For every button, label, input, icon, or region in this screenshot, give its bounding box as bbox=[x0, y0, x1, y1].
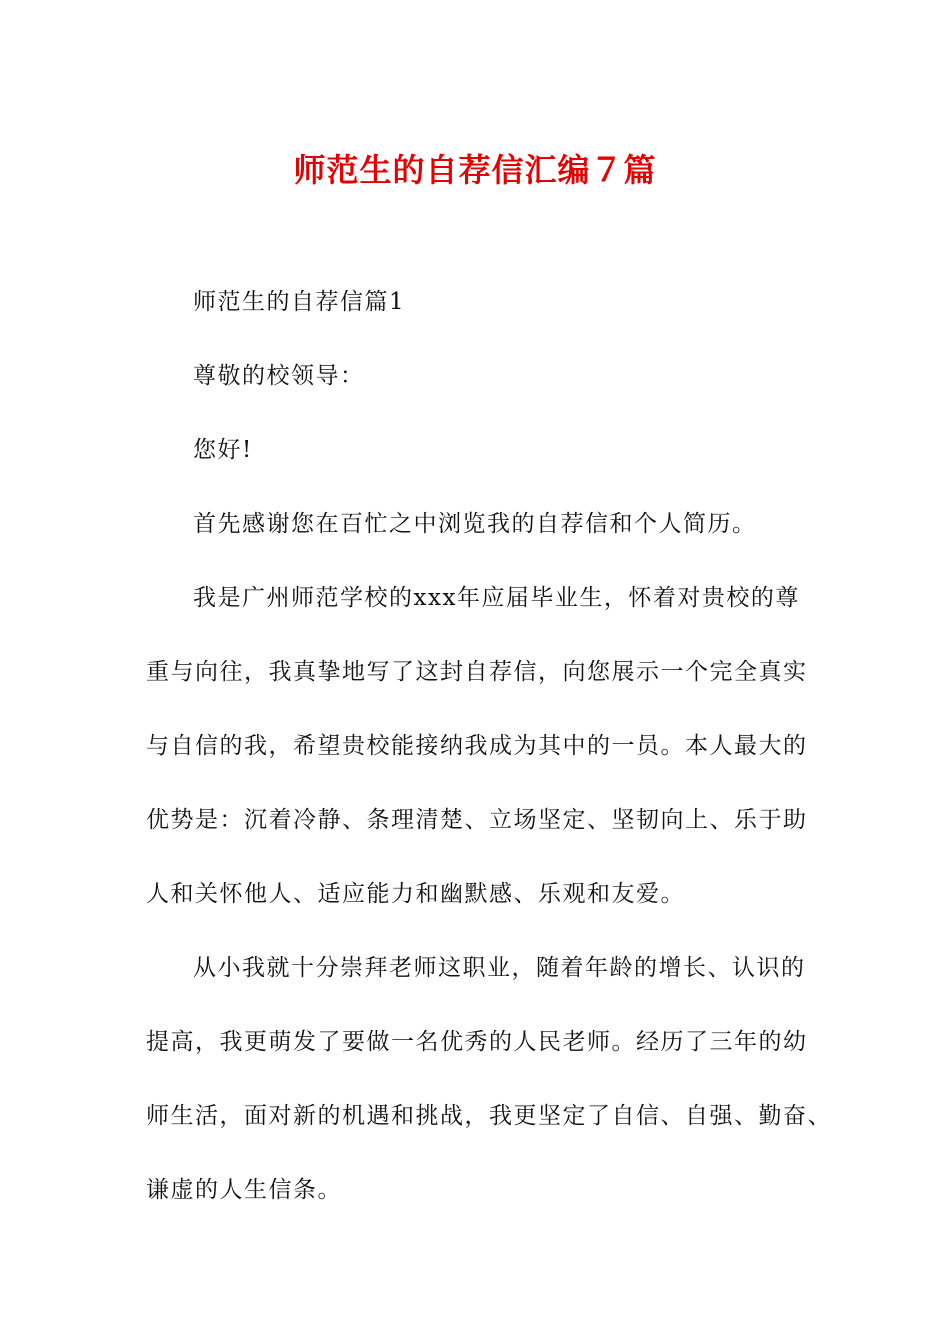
greeting: 您好! bbox=[193, 437, 253, 463]
salutation: 尊敬的校领导： bbox=[193, 363, 365, 389]
paragraph-line: 首先感谢您在百忙之中浏览我的自荐信和个人简历。 bbox=[193, 511, 757, 537]
document-title: 师范生的自荐信汇编７篇 bbox=[293, 151, 657, 189]
paragraph-line: 重与向往，我真挚地写了这封自荐信，向您展示一个完全真实 bbox=[146, 659, 808, 685]
paragraph-line: 与自信的我，希望贵校能接纳我成为其中的一员。本人最大的 bbox=[146, 733, 808, 759]
paragraph-line: 师生活，面对新的机遇和挑战，我更坚定了自信、自强、勤奋、 bbox=[146, 1103, 832, 1129]
paragraph-line: 优势是：沉着冷静、条理清楚、立场坚定、坚韧向上、乐于助 bbox=[146, 807, 808, 833]
paragraph-line: 我是广州师范学校的xxx年应届毕业生，怀着对贵校的尊 bbox=[193, 585, 800, 611]
document-body bbox=[146, 265, 832, 1227]
paragraph-line: 谦虚的人生信条。 bbox=[146, 1177, 342, 1203]
paragraph-line: 人和关怀他人、适应能力和幽默感、乐观和友爱。 bbox=[146, 881, 685, 907]
paragraph-line: 提高，我更萌发了要做一名优秀的人民老师。经历了三年的幼 bbox=[146, 1029, 808, 1055]
paragraph-line: 从小我就十分崇拜老师这职业，随着年龄的增长、认识的 bbox=[193, 955, 806, 981]
section-heading: 师范生的自荐信篇1 bbox=[193, 289, 406, 315]
